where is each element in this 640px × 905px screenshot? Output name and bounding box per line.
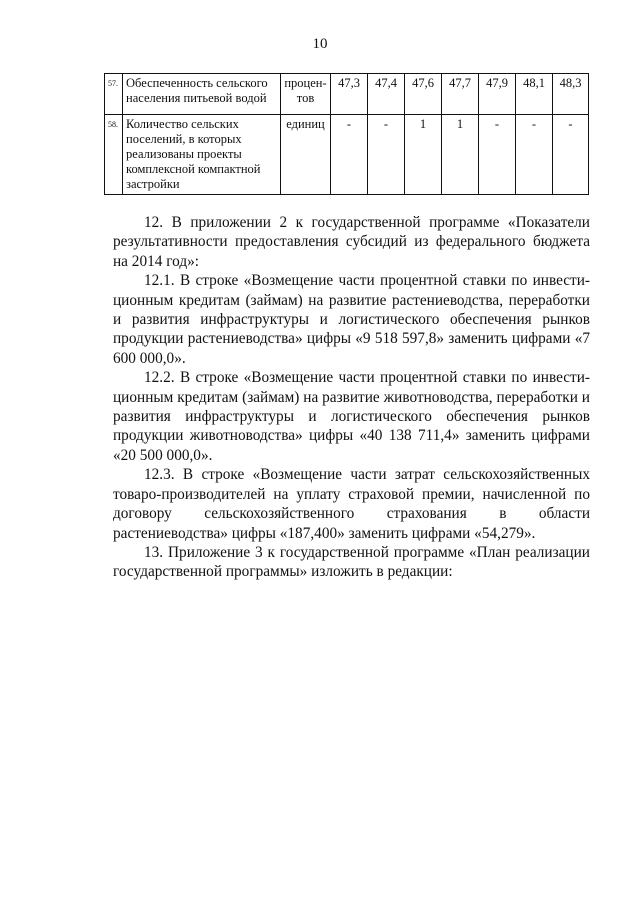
value-cell: 47,3 bbox=[331, 74, 368, 115]
value-cell: - bbox=[516, 115, 553, 195]
paragraph-13: 13. Приложение 3 к государственной программе «План реализации государственной программы» изложить в редакции: bbox=[113, 543, 590, 581]
value-cell: 47,6 bbox=[405, 74, 442, 115]
paragraph-12-3: 12.3. В строке «Возмещение части затрат сельскохозяйственных товаро-производителей на уплату страховой премии, начисленной по договору сельскохозяйственного страхования в области растениеводства» цифры «187,400» заменить цифрами «54,279». bbox=[113, 466, 590, 542]
table-row bbox=[105, 74, 589, 115]
value-cell: 47,9 bbox=[479, 74, 516, 115]
row-number: 57. bbox=[105, 74, 123, 115]
value-cell: - bbox=[331, 115, 368, 195]
table-row bbox=[105, 115, 589, 195]
indicator-name: Обеспеченность сельского населения питьевой водой bbox=[123, 74, 281, 115]
page-number: 10 bbox=[312, 36, 328, 52]
value-cell: 1 bbox=[442, 115, 479, 195]
paragraph-12: 12. В приложении 2 к государственной программе «Показатели результативности предоставления субсидий из федерального бюджета на 2014 год»: bbox=[113, 214, 590, 270]
unit-cell: процен-тов bbox=[281, 74, 331, 115]
value-cell: 48,3 bbox=[553, 74, 589, 115]
unit-cell: единиц bbox=[281, 115, 331, 195]
value-cell: - bbox=[553, 115, 589, 195]
value-cell: 1 bbox=[405, 115, 442, 195]
value-cell: - bbox=[479, 115, 516, 195]
value-cell: - bbox=[368, 115, 405, 195]
body-text bbox=[113, 213, 590, 582]
value-cell: 48,1 bbox=[516, 74, 553, 115]
paragraph-12-2: 12.2. В строке «Возмещение части процентной ставки по инвести-ционным кредитам (займам) на развитие животноводства, переработки и развития инфраструктуры и логистического обеспечения рынков продукции животноводства» цифры «40 138 711,4» заменить цифрами «20 500 000,0». bbox=[113, 369, 590, 464]
indicators-table bbox=[104, 73, 589, 195]
value-cell: 47,7 bbox=[442, 74, 479, 115]
indicator-name: Количество сельских поселений, в которых реализованы проекты комплексной компактной застройки bbox=[123, 115, 281, 195]
value-cell: 47,4 bbox=[368, 74, 405, 115]
paragraph-12-1: 12.1. В строке «Возмещение части процентной ставки по инвести-ционным кредитам (займам) на развитие растениеводства, переработки и развития инфраструктуры и логистического обеспечения рынков продукции растениеводства» цифры «9 518 597,8» заменить цифрами «7 600 000,0». bbox=[113, 272, 590, 367]
row-number: 58. bbox=[105, 115, 123, 195]
